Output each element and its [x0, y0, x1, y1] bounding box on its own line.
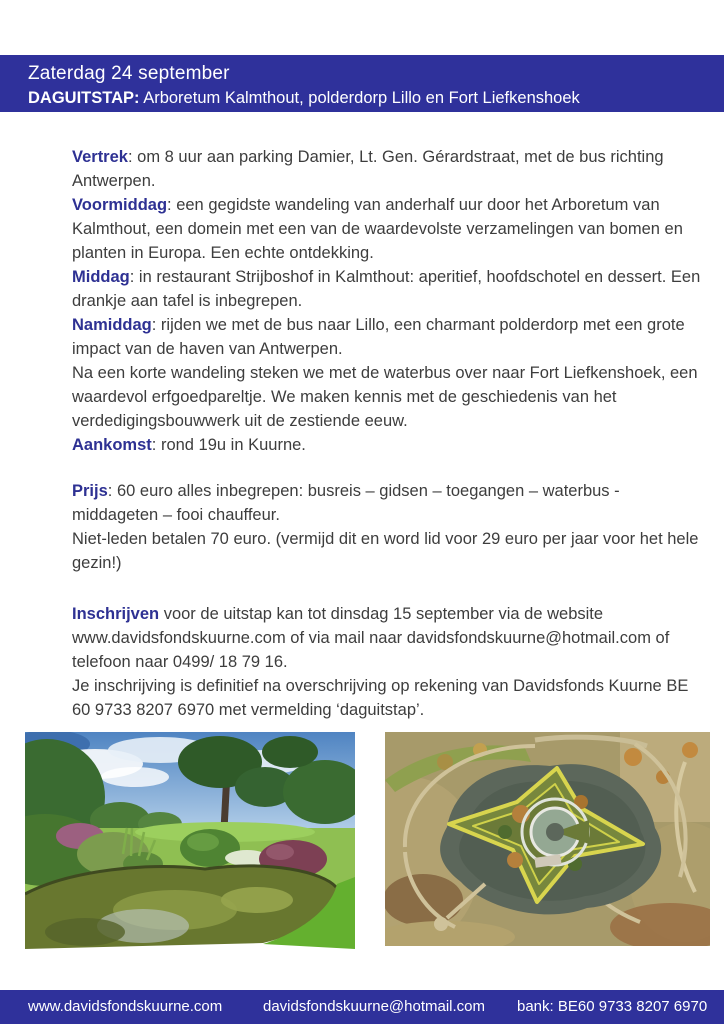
non-member-line	[72, 527, 710, 575]
fort-liefkenshoek-photo	[385, 732, 710, 946]
program-vertrek	[72, 145, 710, 193]
program-middag-text: : in restaurant Strijboshof in Kalmthout: aperitief, hoofdschotel en dessert. Een drankje aan tafel is inbegrepen.	[72, 268, 701, 310]
registration-text: voor de uitstap kan tot dinsdag 15 september via de website www.davidsfondskuurne.com of via mail naar davidsfondskuurne@hotmail.com of telefoon naar 0499/ 18 79 16.	[72, 605, 670, 671]
price-label: Prijs	[72, 482, 108, 500]
photo-row	[25, 732, 710, 949]
program-fort-text: Na een korte wandeling steken we met de waterbus over naar Fort Liefkenshoek, een waardevol erfgoedpareltje. We maken kennis met de geschiedenis van het verdedigingsbouwwerk uit de zestiende eeuw.	[72, 364, 698, 430]
footer-band	[0, 990, 724, 1024]
registration-section	[72, 602, 710, 722]
program-aankomst	[72, 433, 710, 457]
footer-email: davidsfondskuurne@hotmail.com	[263, 998, 486, 1015]
footer-bank-account: bank: BE60 9733 8207 6970	[517, 998, 708, 1015]
program-vertrek-text: : om 8 uur aan parking Damier, Lt. Gen. Gérardstraat, met de bus richting Antwerpen.	[72, 148, 664, 190]
program-aankomst-text: : rond 19u in Kuurne.	[151, 436, 306, 454]
price-line	[72, 479, 710, 527]
price-section	[72, 479, 710, 575]
payment-text: Je inschrijving is definitief na overschrijving op rekening van Davidsfonds Kuurne BE 60 9733 8207 6970 met vermelding ‘daguitstap’.	[72, 677, 689, 719]
event-date: Zaterdag 24 september	[28, 63, 230, 84]
program-voormiddag	[72, 193, 710, 265]
event-title-text: Arboretum Kalmthout, polderdorp Lillo en Fort Liefkenshoek	[139, 89, 580, 107]
program-namiddag-text: : rijden we met de bus naar Lillo, een charmant polderdorp met een grote impact van de haven van Antwerpen.	[72, 316, 685, 358]
event-title-label: DAGUITSTAP:	[28, 89, 140, 107]
program-fort	[72, 361, 710, 433]
program-middag	[72, 265, 710, 313]
program-namiddag	[72, 313, 710, 361]
program-vertrek-label: Vertrek	[72, 148, 128, 166]
registration-line	[72, 602, 710, 674]
program-section	[72, 145, 710, 457]
event-title	[28, 86, 706, 110]
registration-label: Inschrijven	[72, 605, 160, 623]
program-namiddag-label: Namiddag	[72, 316, 152, 334]
non-member-text: Niet-leden betalen 70 euro. (vermijd dit en word lid voor 29 euro per jaar voor het hele gezin!)	[72, 530, 699, 572]
footer-website: www.davidsfondskuurne.com	[28, 998, 223, 1015]
price-text: : 60 euro alles inbegrepen: busreis – gidsen – toegangen – waterbus - middageten – fooi chauffeur.	[72, 482, 620, 524]
flyer-body	[72, 145, 710, 722]
program-aankomst-label: Aankomst	[72, 436, 152, 454]
arboretum-garden-photo	[25, 732, 355, 949]
payment-line	[72, 674, 710, 722]
header-band	[0, 55, 724, 112]
program-middag-label: Middag	[72, 268, 130, 286]
program-voormiddag-text: : een gegidste wandeling van anderhalf uur door het Arboretum van Kalmthout, een domein met een van de waardevolste verzamelingen van bomen en planten in Europa. Een echte ontdekking.	[72, 196, 683, 262]
program-voormiddag-label: Voormiddag	[72, 196, 168, 214]
